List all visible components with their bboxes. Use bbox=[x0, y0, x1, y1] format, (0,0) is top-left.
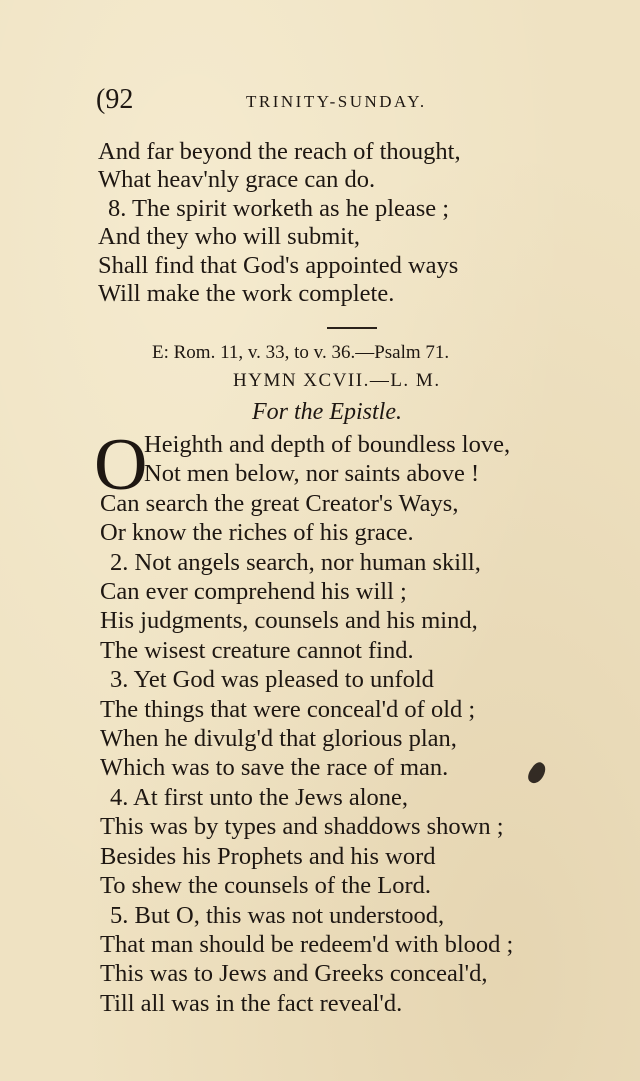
verse-line: Which was to save the race of man. bbox=[100, 754, 449, 782]
section-divider bbox=[327, 327, 377, 329]
hymn-title: HYMN XCVII.—L. M. bbox=[233, 370, 441, 391]
verse-line: His judgments, counsels and his mind, bbox=[100, 607, 478, 635]
verse-line: And far beyond the reach of thought, bbox=[98, 138, 461, 165]
verse-line: 5. But O, this was not understood, bbox=[110, 901, 445, 929]
verse-line: That man should be redeem'd with blood ; bbox=[100, 930, 514, 958]
verse-line: Not men below, nor saints above ! bbox=[144, 460, 480, 488]
verse-line: 2. Not angels search, nor human skill, bbox=[110, 548, 481, 576]
verse-line: What heav'nly grace can do. bbox=[98, 166, 376, 194]
verse-line: 3. Yet God was pleased to unfold bbox=[110, 666, 434, 694]
verse-line: Or know the riches of his grace. bbox=[100, 519, 414, 547]
verse-line: Besides his Prophets and his word bbox=[100, 842, 436, 870]
running-head: TRINITY-SUNDAY. bbox=[246, 92, 427, 111]
verse-line: The things that were conceal'd of old ; bbox=[100, 695, 476, 723]
drop-cap: O bbox=[94, 424, 148, 506]
verse-line: Shall find that God's appointed ways bbox=[98, 251, 459, 279]
verse-line: To shew the counsels of the Lord. bbox=[100, 872, 432, 900]
verse-line: 8. The spirit worketh as he please ; bbox=[108, 194, 450, 222]
verse-line: Till all was in the fact reveal'd. bbox=[100, 989, 403, 1017]
page-header bbox=[96, 82, 476, 118]
verse-line: The wisest creature cannot find. bbox=[100, 636, 414, 664]
verse-line: Will make the work complete. bbox=[98, 280, 395, 308]
verse-line: This was to Jews and Greeks conceal'd, bbox=[100, 960, 488, 988]
verse-line: Can search the great Creator's Ways, bbox=[100, 489, 459, 517]
verse-line: This was by types and shaddows shown ; bbox=[100, 813, 504, 841]
verse-line: 4. At first unto the Jews alone, bbox=[110, 783, 409, 811]
hymn-body bbox=[100, 430, 620, 1018]
verse-line: And they who will submit, bbox=[98, 223, 361, 251]
previous-hymn-ending bbox=[98, 138, 598, 308]
verse-line: Heighth and depth of boundless love, bbox=[144, 431, 511, 458]
scripture-reference: E: Rom. 11, v. 33, to v. 36.—Psalm 71. bbox=[152, 342, 450, 363]
verse-line: Can ever comprehend his will ; bbox=[100, 578, 407, 606]
verse-line: When he divulg'd that glorious plan, bbox=[100, 725, 457, 753]
page-number: (92 bbox=[96, 84, 134, 115]
hymn-subtitle: For the Epistle. bbox=[252, 399, 402, 425]
